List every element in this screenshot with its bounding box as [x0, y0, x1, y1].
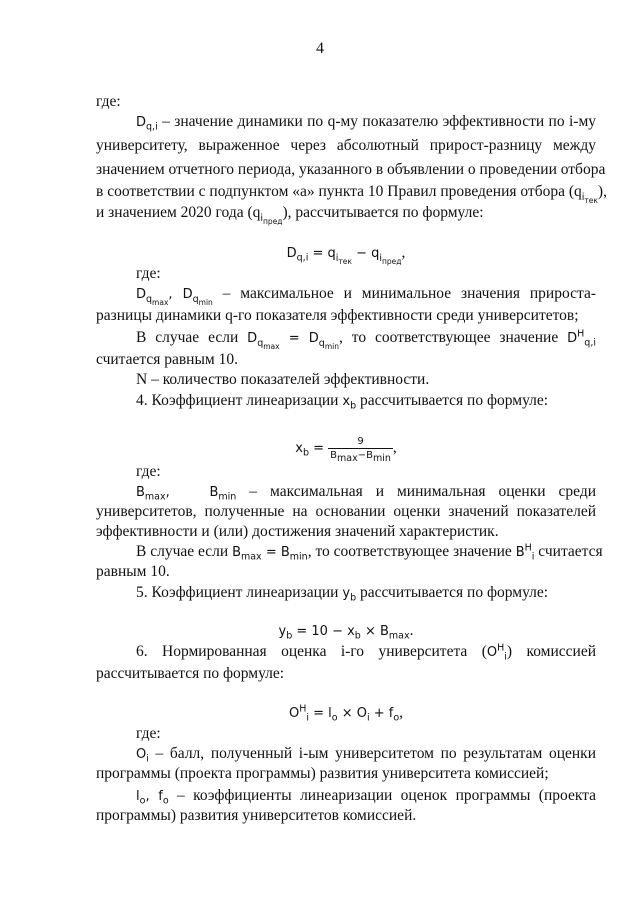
- where-label: где:: [96, 93, 121, 110]
- where-label: где:: [136, 725, 161, 742]
- paragraph-line: в соответствии с подпунктом «а» пункта 10 Правил проведения отбора $(q_{i_{тек}})$,: [96, 183, 607, 205]
- where-label: где:: [136, 265, 161, 282]
- paragraph-line: В случае если $B_{max} = B_{min}$, то соответствующее значение $B^H_i$ считается: [136, 542, 603, 563]
- where-label: где:: [136, 463, 161, 480]
- page-number: 4: [316, 40, 324, 57]
- paragraph-line: университетов, полученные на основании оценки значений показателей: [96, 503, 596, 520]
- paragraph-line: В случае если $D_{q_{max}} = D_{q_{min}}$, то соответствующее значение $D^H_{q,i}$: [136, 328, 596, 351]
- paragraph-line: значением отчетного периода, указанного в объявлении о проведении отбора: [96, 161, 606, 178]
- paragraph-line: равным 10.: [96, 563, 170, 580]
- paragraph-line: $l_o$, $f_o$ – коэффициенты линеаризации оценок программы (проекта: [136, 787, 596, 807]
- formula-xb: $x_b$ = $\frac{9}{B_{max}-B_{min}}$ ,: [295, 436, 397, 464]
- paragraph-line: 6. Нормированная оценка i-го университета $(O^H_i)$ комиссией: [136, 642, 596, 663]
- paragraph-line: программы) развития университетов комиссией.: [96, 807, 417, 824]
- formula-normalized: $O^H_i = l_o \times O_i + f_o$,: [288, 703, 404, 724]
- paragraph-line: разницы динамики q-го показателя эффективности среди университетов;: [96, 307, 579, 324]
- paragraph-line: 4. Коэффициент линеаризации $x_b$ рассчитывается по формуле:: [136, 392, 549, 412]
- formula-yb: $y_b = 10 - x_b \times B_{max}$.: [278, 622, 414, 642]
- paragraph-line: 5. Коэффициент линеаризации $y_b$ рассчитывается по формуле:: [136, 584, 549, 604]
- paragraph-line: N – количество показателей эффективности.: [136, 371, 430, 388]
- paragraph-line: $B_{max}$, $B_{min}$ – максимальная и минимальная оценки среди: [136, 483, 597, 503]
- paragraph-line: программы (проекта программы) развития университета комиссией;: [96, 765, 549, 782]
- paragraph-line: эффективности и (или) достижения значений характеристик.: [96, 523, 499, 540]
- paragraph-line: рассчитывается по формуле:: [96, 665, 285, 682]
- formula-dynamics: $D_{q,i} = q_{i_{тек}} - q_{i_{пред}}$,: [286, 244, 406, 266]
- paragraph-line: и значением 2020 года $(q_{i_{пред}})$, рассчитывается по формуле:: [96, 204, 484, 226]
- paragraph-line: университету, выраженное через абсолютный прирост-разницу между: [96, 137, 596, 154]
- paragraph-line: $D_{q_{max}}$, $D_{q_{min}}$ – максимальное и минимальное значения прироста-: [136, 285, 596, 307]
- paragraph-line: $D_{q,i}$ – значение динамики по q-му показателю эффективности по i-му: [136, 113, 596, 133]
- paragraph-line: $O_i$ – балл, полученный i-ым университетом по результатам оценки: [136, 745, 596, 765]
- paragraph-line: считается равным 10.: [96, 351, 238, 368]
